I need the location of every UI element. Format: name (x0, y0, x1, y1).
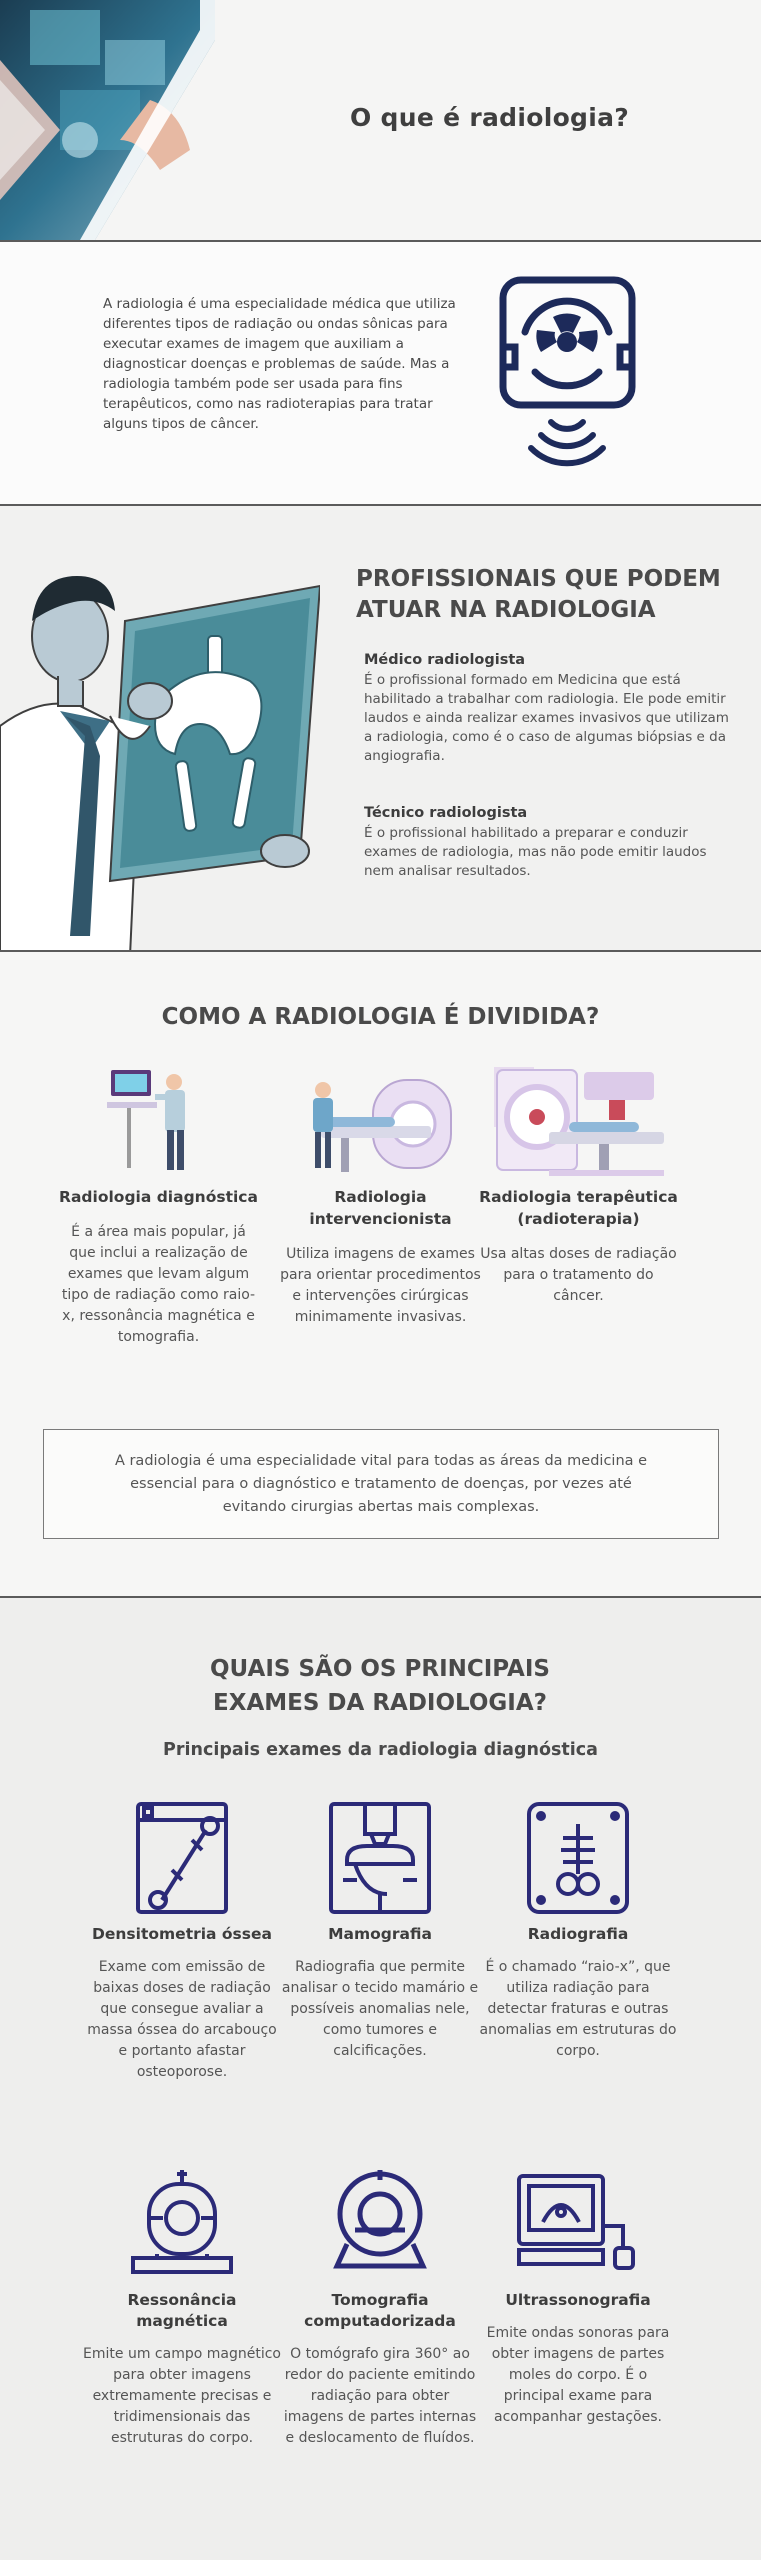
exams-section (0, 1598, 761, 2560)
column-description: Usa altas doses de radiação para o tratamento do câncer. (480, 1246, 677, 1304)
exam-description: Exame com emissão de baixas doses de radiação que consegue avaliar a massa óssea do arcabouço e portanto afastar osteoporose. (87, 1959, 277, 2080)
page-title: O que é radiologia? (350, 103, 630, 132)
column-title: Radiologia diagnóstica (59, 1188, 258, 1206)
column-description: Utiliza imagens de exames para orientar procedimentos e intervenções cirúrgicas minimamente invasivas. (280, 1246, 481, 1325)
exams-subtitle: Principais exames da radiologia diagnóstica (163, 1740, 598, 1760)
mri-icon (127, 2166, 237, 2282)
column-title: Radiologia terapêutica (radioterapia) (479, 1188, 678, 1228)
exam-tomografia (280, 2166, 480, 2449)
mammography-icon (325, 1800, 435, 1916)
role-medico-radiologista (364, 651, 729, 766)
division-title: COMO A RADIOLOGIA É DIVIDIDA? (161, 1004, 600, 1030)
role-tecnico-radiologista (364, 804, 729, 881)
exam-radiografia (478, 1800, 678, 2062)
note-text: A radiologia é uma especialidade vital para todas as áreas da medicina e essencial para o diagnóstico e tratamento de doenças, por vezes até evitando cirurgias abertas mais complexas. (114, 1452, 648, 1515)
division-column-diagnostica (56, 1062, 261, 1348)
exam-title: Ultrassonografia (505, 2291, 651, 2309)
interventional-radiology-illustration (301, 1062, 461, 1182)
role-description: É o profissional formado em Medicina que está habilitado a trabalhar com radiologia. Ele pode emitir laudos e ainda realizar exames invasivos que utilizam a radiologia, como é o caso de algumas biópsias e da angiografia. (364, 672, 729, 764)
ct-scanner-icon (325, 2166, 435, 2282)
ultrasound-icon (513, 2166, 643, 2282)
exam-ultrassonografia (478, 2166, 678, 2428)
exam-ressonancia (82, 2166, 282, 2449)
exams-title: QUAIS SÃO OS PRINCIPAIS EXAMES DA RADIOLOGIA? (210, 1656, 550, 1716)
exam-mamografia (280, 1800, 480, 2062)
exam-description: O tomógrafo gira 360° ao redor do paciente emitindo radiação para obter imagens de partes internas e deslocamento de fluídos. (283, 2346, 477, 2446)
exam-title: Mamografia (328, 1925, 432, 1943)
column-description: É a área mais popular, já que inclui a realização de exames que levam algum tipo de radiação como raio-x, ressonância magnética e tomografia. (61, 1224, 256, 1345)
exam-title: Radiografia (527, 1925, 629, 1943)
division-section (0, 952, 761, 1596)
division-column-intervencionista (278, 1062, 483, 1328)
exam-title: Ressonância magnética (127, 2291, 237, 2330)
exam-description: Radiografia que permite analisar o tecido mamário e possíveis anomalias nele, como tumores e calcificações. (281, 1959, 479, 2059)
professionals-title: PROFISSIONAIS QUE PODEM ATUAR NA RADIOLOGIA (356, 566, 721, 623)
exam-description: Emite um campo magnético para obter imagens extremamente precisas e tridimensionais das estruturas do corpo. (83, 2346, 281, 2446)
exam-densitometria (82, 1800, 282, 2083)
column-title: Radiologia intervencionista (309, 1188, 452, 1228)
exam-description: Emite ondas sonoras para obter imagens de partes moles do corpo. É o principal exame para acompanhar gestações. (486, 2325, 670, 2425)
xray-icon (523, 1800, 633, 1916)
note-box (43, 1429, 719, 1539)
bone-scan-icon (132, 1800, 232, 1916)
therapeutic-radiology-illustration (489, 1062, 669, 1182)
intro-paragraph: A radiologia é uma especialidade médica que utiliza diferentes tipos de radiação ou ondas sônicas para executar exames de imagem que auxiliam a diagnosticar doenças e problemas de saúde. Mas a radiologia também pode ser usada para fins terapêuticos, como nas radioterapias para tratar alguns tipos de câncer. (103, 296, 456, 432)
role-title: Técnico radiologista (364, 805, 528, 821)
exam-description: É o chamado “raio-x”, que utiliza radiação para detectar fraturas e outras anomalias em estruturas do corpo. (479, 1959, 677, 2059)
role-description: É o profissional habilitado a preparar e conduzir exames de radiologia, mas não pode emitir laudos nem analisar resultados. (364, 825, 707, 879)
hero-photo (0, 0, 215, 240)
intro-section (0, 242, 761, 504)
doctor-holding-xray-illustration (0, 526, 320, 950)
role-title: Médico radiologista (364, 652, 526, 668)
exam-title: Densitometria óssea (92, 1925, 272, 1943)
exam-title: Tomografia computadorizada (304, 2291, 456, 2330)
header-section (0, 0, 761, 240)
radiation-machine-icon (495, 272, 640, 477)
division-column-terapeutica (476, 1062, 681, 1307)
professionals-section (0, 506, 761, 950)
diagnostic-radiology-illustration (99, 1062, 219, 1182)
